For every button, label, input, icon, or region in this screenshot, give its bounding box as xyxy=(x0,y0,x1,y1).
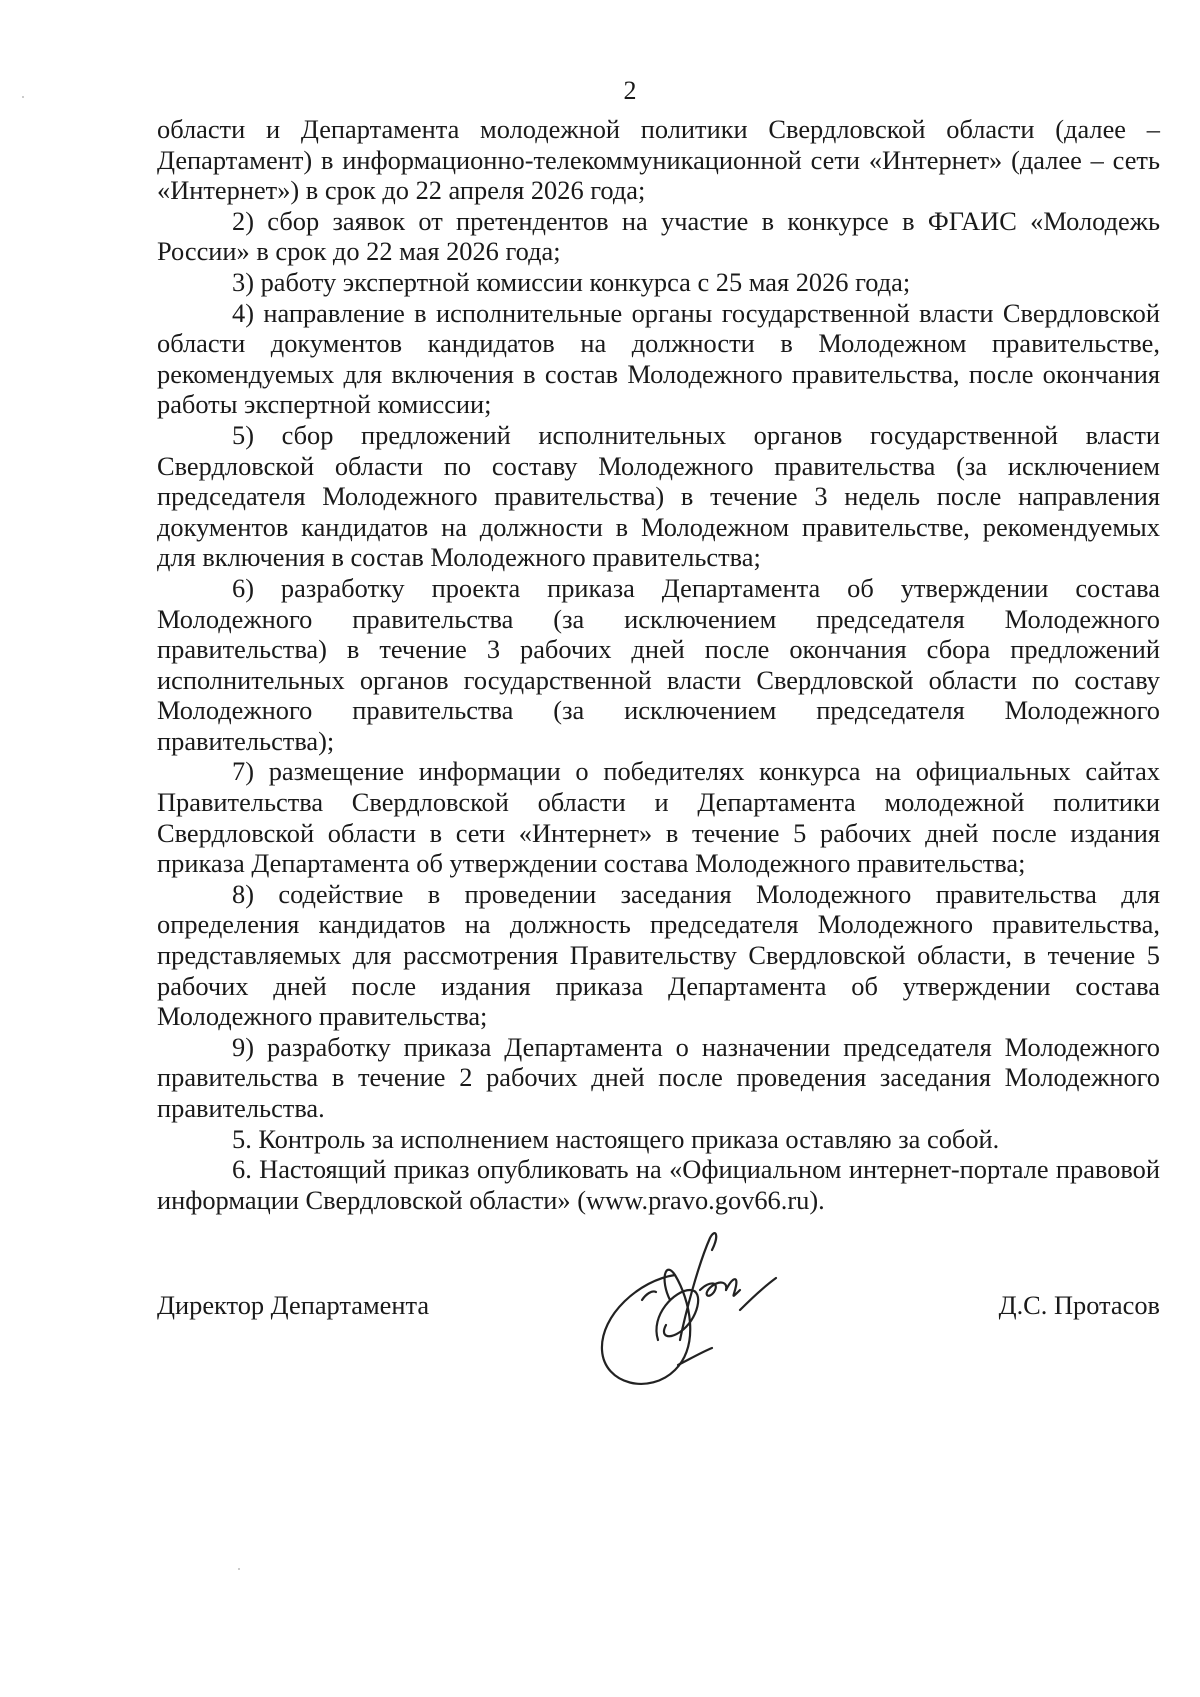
paragraph: 3) работу экспертной комиссии конкурса с 25 мая 2026 года; xyxy=(232,266,911,297)
scan-speck xyxy=(22,96,24,98)
handwritten-signature xyxy=(580,1220,810,1400)
scan-speck xyxy=(238,1568,240,1570)
paragraph: 6) разработку проекта приказа Департамента об утверждении состава Молодежного правительства (за исключением председателя Молодежного правительства) в течение 3 рабочих дней после окончания сбора предложений исполнительных органов государственной власти Свердловской области по составу Молодежного правительства (за исключением председателя Молодежного правительства); xyxy=(157,572,1160,756)
paragraph: 6. Настоящий приказ опубликовать на «Официальном интернет-портале правовой информации Свердловской области» (www.pravo.gov66.ru). xyxy=(157,1154,1160,1215)
paragraph: области и Департамента молодежной политики Свердловской области (далее – Департамент) в информационно-телекоммуникационной сети «Интернет» (далее – сеть «Интернет») в срок до 22 апреля 2026 года; xyxy=(157,114,1160,206)
paragraph: 7) размещение информации о победителях конкурса на официальных сайтах Правительства Свердловской области и Департамента молодежной политики Свердловской области в сети «Интернет» в течение 5 рабочих дней после издания приказа Департамента об утверждении состава Молодежного правительства; xyxy=(157,756,1160,879)
page-number: 2 xyxy=(623,76,637,105)
paragraph: 2) сбор заявок от претендентов на участие в конкурсе в ФГАИС «Молодежь России» в срок до 22 мая 2026 года; xyxy=(157,205,1160,267)
paragraph: 8) содействие в проведении заседания Молодежного правительства для определения кандидатов на должность председателя Молодежного правительства, представляемых для рассмотрения Правительству Свердловской области, в течение 5 рабочих дней после издания приказа Департамента об утверждении состава Молодежного правительства; xyxy=(157,878,1160,1032)
signer-title: Директор Департамента xyxy=(157,1290,430,1320)
paragraph: 4) направление в исполнительные органы государственной власти Свердловской области документов кандидатов на должности в Молодежном правительстве, рекомендуемых для включения в состав Молодежного правительства, после окончания работы экспертной комиссии; xyxy=(157,297,1160,420)
paragraph: 5. Контроль за исполнением настоящего приказа оставляю за собой. xyxy=(232,1123,1000,1154)
document-body xyxy=(157,114,1160,1215)
paragraph: 5) сбор предложений исполнительных органов государственной власти Свердловской области по составу Молодежного правительства (за исключением председателя Молодежного правительства) в течение 3 недель после направления документов кандидатов на должности в Молодежном правительстве, рекомендуемых для включения в состав Молодежного правительства; xyxy=(157,419,1160,573)
signer-name: Д.С. Протасов xyxy=(998,1290,1160,1320)
paragraph: 9) разработку приказа Департамента о назначении председателя Молодежного правительства в течение 2 рабочих дней после проведения заседания Молодежного правительства. xyxy=(157,1031,1160,1123)
